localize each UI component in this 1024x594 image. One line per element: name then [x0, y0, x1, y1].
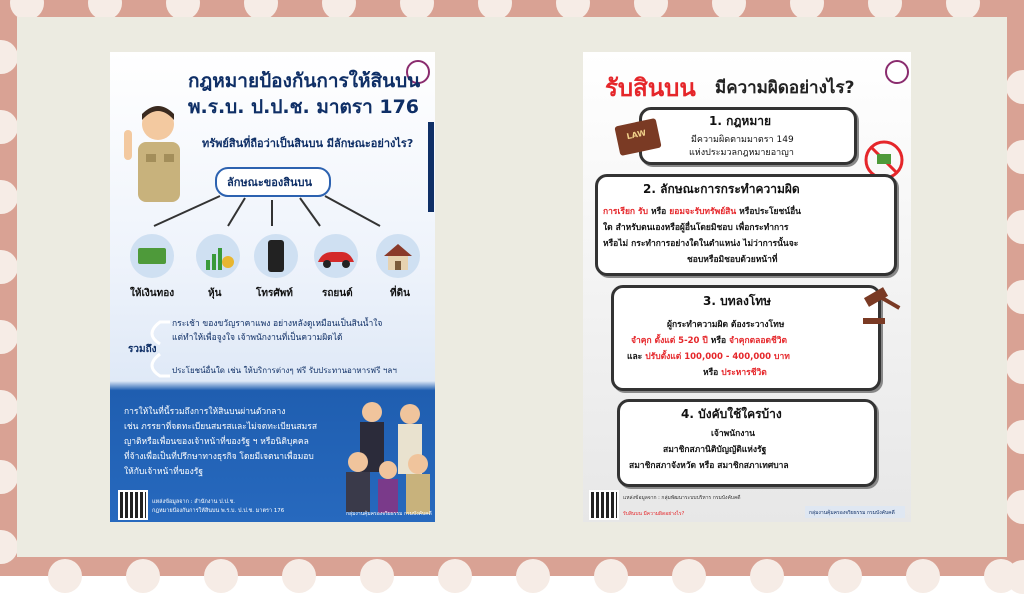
left-qr-code	[118, 490, 148, 520]
section3-or: หรือ	[710, 336, 727, 346]
section3-heading: 3. บทลงโทษ	[703, 294, 772, 308]
item-car: รถยนต์	[322, 288, 353, 299]
right-footer-line2: รับสินบน มีความผิดอย่างไร?	[623, 511, 685, 517]
people-group-icon	[338, 392, 434, 522]
left-question: ทรัพย์สินที่ถือว่าเป็นสินบน มีลักษณะอย่างไร?	[202, 137, 414, 150]
left-bottom-line: ให้กับเจ้าหน้าที่ของรัฐ	[124, 467, 204, 477]
background-dot	[282, 559, 316, 593]
section2-mid: หรือ	[650, 207, 667, 217]
section2-tail: หรือประโยชน์อื่น	[739, 207, 801, 217]
section3-or2: หรือ	[703, 368, 719, 378]
background-dot	[516, 559, 550, 593]
left-title-line2: พ.ร.บ. ป.ป.ช. มาตรา 176	[188, 96, 420, 118]
left-bottom-line: การให้ในที่นี้รวมถึงการให้สินบนผ่านตัวกลาง	[124, 407, 286, 417]
section1-heading: 1. กฎหมาย	[709, 114, 771, 128]
background-dot	[672, 559, 706, 593]
right-title-black: มีความผิดอย่างไร?	[715, 78, 855, 98]
section3-red4: ประหารชีวิต	[721, 368, 767, 378]
stock-icon	[196, 234, 240, 278]
branch-arrows	[110, 192, 435, 232]
item-land: ที่ดิน	[390, 288, 410, 299]
law-book-text: LAW	[625, 128, 647, 142]
section3-line3	[627, 349, 790, 363]
background-dot	[906, 559, 940, 593]
section1-line2: แห่งประมวลกฎหมายอาญา	[689, 148, 794, 158]
section3-line2	[631, 333, 787, 347]
left-footer-line1: แหล่งข้อมูลจาก : สำนักงาน ป.ป.ช.	[152, 499, 236, 505]
section3-red3: ปรับตั้งแต่ 100,000 - 400,000 บาท	[645, 352, 790, 362]
background-dot	[48, 559, 82, 593]
section2-heading: 2. ลักษณะการกระทำความผิด	[643, 182, 800, 196]
car-icon	[314, 234, 358, 278]
left-footer-line2: กฎหมายป้องกันการให้สินบน พ.ร.บ. ป.ป.ช. มาตรา 176	[152, 508, 285, 514]
background-dot	[360, 559, 394, 593]
background-dot	[594, 559, 628, 593]
left-bottom-line: ญาติหรือเพื่อนของเจ้าหน้าที่ของรัฐ ฯ หรือนิติบุคคล	[124, 437, 309, 447]
section2-line3: หรือไม่ กระทำการอย่างใดในตำแหน่ง ไม่ว่าการนั้นจะ	[603, 239, 799, 249]
section3-red1: จำคุก ตั้งแต่ 5-20 ปี	[631, 336, 708, 346]
item-stock: หุ้น	[208, 288, 222, 299]
right-agency-seal-icon	[885, 60, 909, 84]
gavel-icon	[859, 284, 907, 328]
section4-heading: 4. บังคับใช้ใครบ้าง	[681, 407, 782, 421]
characteristics-bubble-text: ลักษณะของสินบน	[227, 176, 312, 189]
include-text1-line2: แต่ทำให้เพื่อจูงใจ เจ้าพนักงานที่เป็นความผิดได้	[172, 333, 343, 343]
background-dot	[126, 559, 160, 593]
right-poster	[583, 52, 911, 522]
item-money: ให้เงินทอง	[130, 288, 175, 299]
section3-and: และ	[627, 352, 643, 362]
left-title-line1: กฎหมายป้องกันการให้สินบน	[188, 70, 421, 92]
left-footer-right: กลุ่มงานคุ้มครองจริยธรรม กรมบังคับคดี	[346, 511, 432, 517]
background-dot	[204, 559, 238, 593]
include-text2: ประโยชน์อื่นใด เช่น ให้บริการต่างๆ ฟรี รับประทานอาหารฟรี ฯลฯ	[172, 366, 397, 375]
include-text1-line1: กระเช้า ของขวัญราคาแพง อย่างหลังดูเหมือนเป็นสินน้ำใจ	[172, 319, 383, 329]
money-icon	[130, 234, 174, 278]
section2-line1	[603, 204, 801, 218]
land-house-icon	[376, 234, 420, 278]
background-dot	[750, 559, 784, 593]
section4-line: เจ้าพนักงาน	[711, 429, 755, 439]
right-footer-strip	[805, 506, 905, 518]
right-title-red: รับสินบน	[605, 74, 696, 102]
left-poster	[110, 52, 435, 522]
phone-icon	[254, 234, 298, 278]
right-qr-code	[589, 490, 619, 520]
section3-line1: ผู้กระทำความผิด ต้องระวางโทษ	[667, 320, 785, 330]
right-footer-right: กลุ่มงานคุ้มครองจริยธรรม กรมบังคับคดี	[809, 510, 895, 516]
section2-line2: ใด สำหรับตนเองหรือผู้อื่นโดยมิชอบ เพื่อกระทำการ	[603, 223, 789, 233]
right-footer-line1: แหล่งข้อมูลจาก : กลุ่มพัฒนาระบบบริหาร กรมบังคับคดี	[623, 495, 741, 501]
background-dot	[828, 559, 862, 593]
left-bottom-line: เช่น ภรรยาที่จดทะเบียนสมรสและไม่จดทะเบียนสมรส	[124, 422, 318, 432]
background-dot	[438, 559, 472, 593]
section4-line: สมาชิกสภาจังหวัด หรือ สมาชิกสภาเทศบาล	[629, 461, 789, 471]
section4-line: สมาชิกสภานิติบัญญัติแห่งรัฐ	[663, 445, 767, 455]
section2-red2: ยอมจะรับทรัพย์สิน	[669, 207, 737, 217]
item-phone: โทรศัพท์	[256, 288, 293, 299]
include-label: รวมถึง	[128, 344, 157, 355]
section3-line4	[703, 365, 767, 379]
section3-red2: จำคุกตลอดชีวิต	[729, 336, 788, 346]
section1-line1: มีความผิดตามมาตรา 149	[691, 135, 794, 145]
section2-line4: ชอบหรือมิชอบด้วยหน้าที่	[687, 255, 778, 265]
left-bottom-line: ที่จ้างเพื่อเป็นที่ปรึกษาทางธุรกิจ โดยมีเจตนาเพื่อมอบ	[124, 452, 314, 462]
section2-red1: การเรียก รับ	[603, 207, 649, 217]
